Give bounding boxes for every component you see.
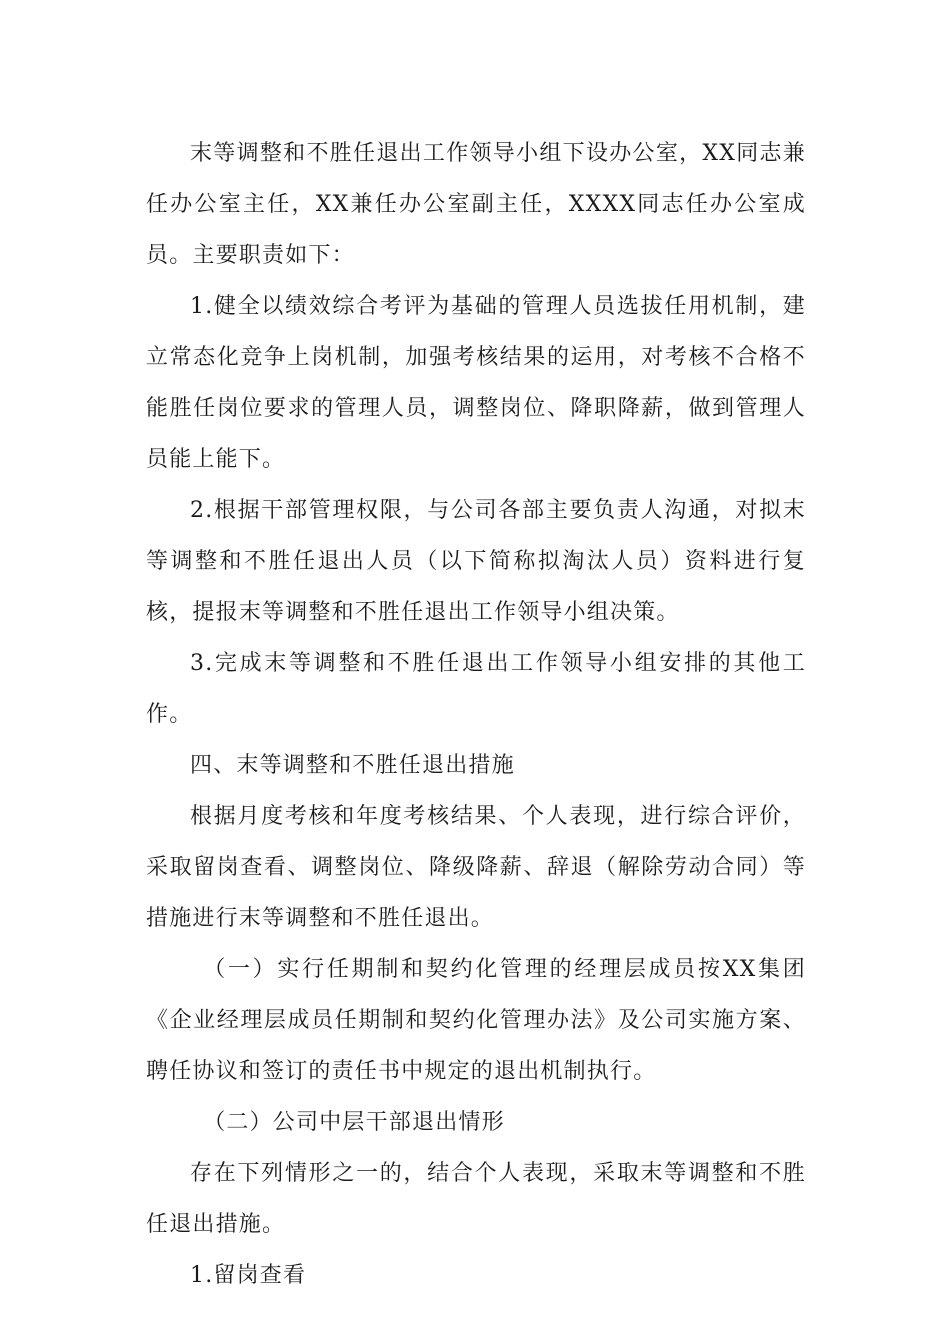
section-heading-measures: 四、末等调整和不胜任退出措施 — [190, 753, 515, 778]
paragraph-duty-3: 3.完成末等调整和不胜任退出工作领导小组安排的其他工作。 — [146, 651, 806, 727]
document-body — [146, 128, 806, 1301]
paragraph-duty-2: 2.根据干部管理权限，与公司各部主要负责人沟通，对拟末等调整和不胜任退出人员（以下简称拟淘汰人员）资料进行复核，提报末等调整和不胜任退出工作领导小组决策。 — [146, 498, 806, 625]
paragraph-duty-1: 1.健全以绩效综合考评为基础的管理人员选拔任用机制，建立常态化竞争上岗机制，加强考核结果的运用，对考核不合格不能胜任岗位要求的管理人员，调整岗位、降职降薪，做到管理人员能上能下。 — [146, 294, 806, 472]
paragraph-exit-conditions: 存在下列情形之一的，结合个人表现，采取末等调整和不胜任退出措施。 — [146, 1161, 806, 1237]
subheading-middle-cadre-exit: （二）公司中层干部退出情形 — [203, 1110, 505, 1135]
paragraph-office-setup: 末等调整和不胜任退出工作领导小组下设办公室，XX同志兼任办公室主任，XX兼任办公室副主任，XXXX同志任办公室成员。主要职责如下： — [146, 141, 806, 268]
paragraph-manager-exit: （一）实行任期制和契约化管理的经理层成员按XX集团《企业经理层成员任期制和契约化管理办法》及公司实施方案、聘任协议和签订的责任书中规定的退出机制执行。 — [146, 957, 806, 1084]
paragraph-measures-intro: 根据月度考核和年度考核结果、个人表现，进行综合评价，采取留岗查看、调整岗位、降级降薪、辞退（解除劳动合同）等措施进行末等调整和不胜任退出。 — [146, 804, 806, 931]
item-probation: 1.留岗查看 — [190, 1263, 307, 1288]
